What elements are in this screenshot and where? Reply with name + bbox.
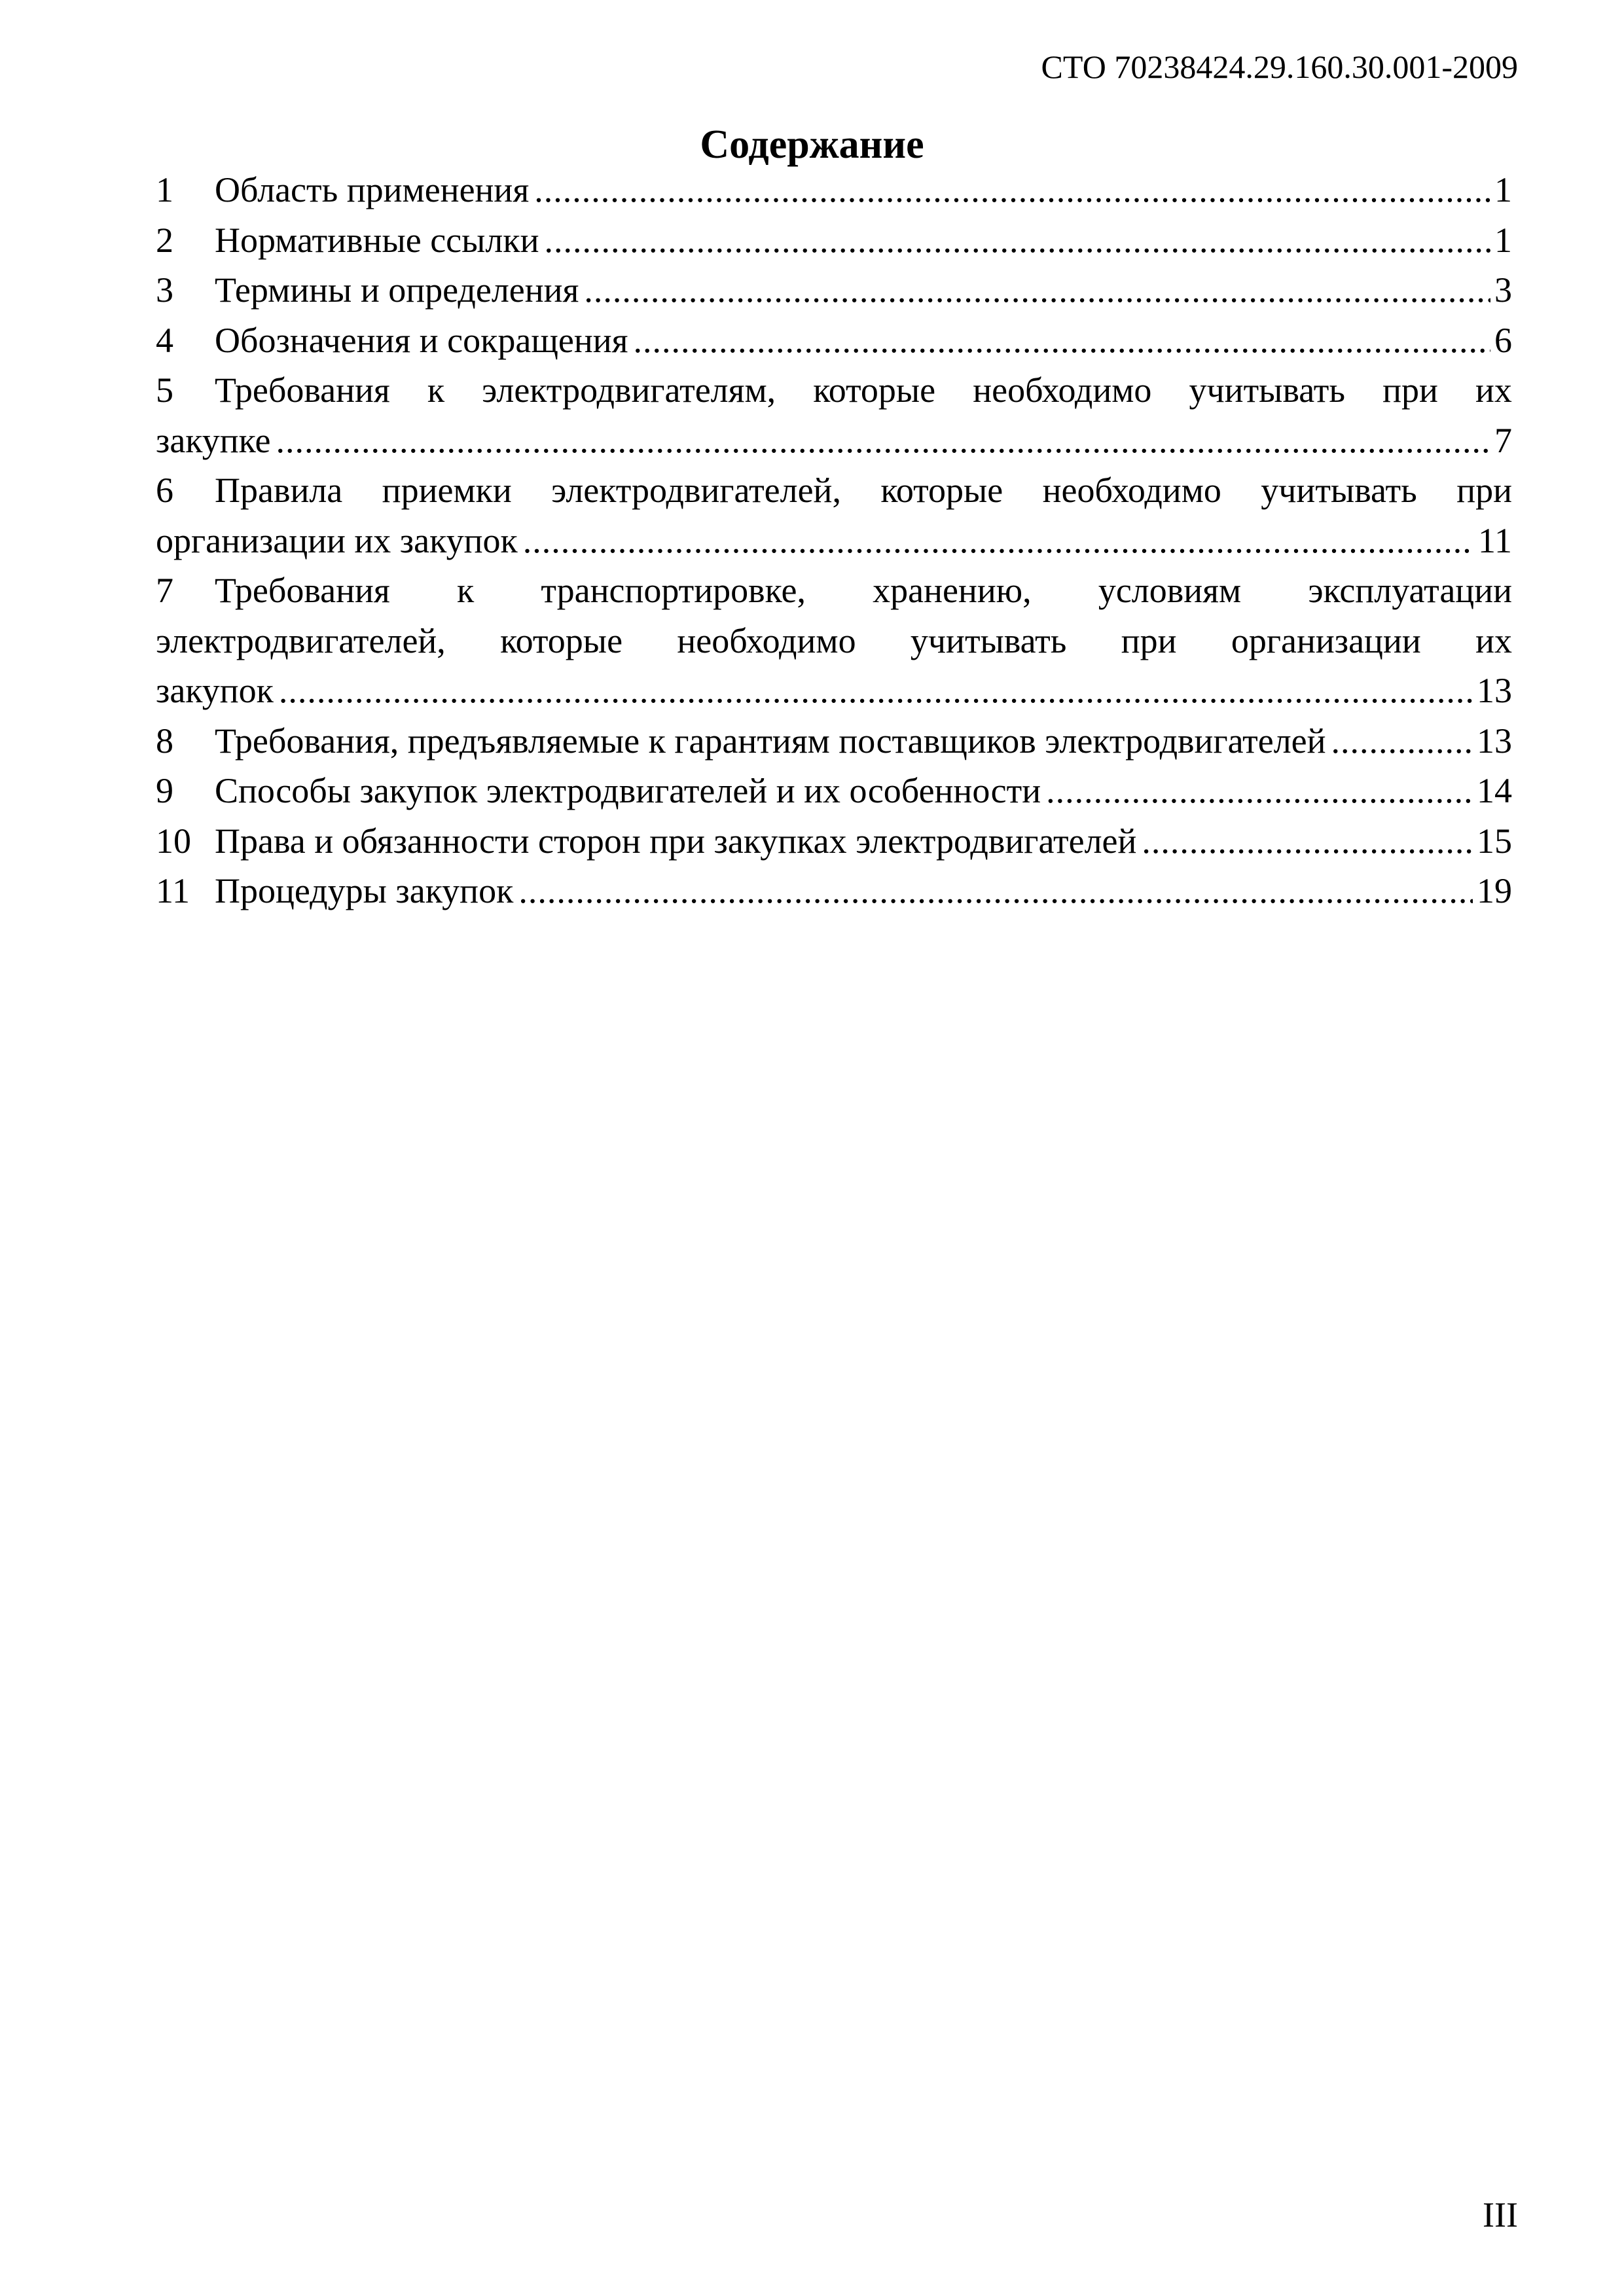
- toc-word: необходимо: [1042, 471, 1221, 510]
- toc-word: Правила: [215, 471, 343, 510]
- toc-leader-dots: [584, 265, 1490, 315]
- toc-leader-dots: [634, 315, 1490, 366]
- toc-leader-dots: [279, 666, 1473, 716]
- toc-leader-dots: [276, 416, 1490, 466]
- toc-entry-title: [215, 565, 1512, 616]
- toc-leader-dots: [518, 866, 1473, 916]
- toc-word: организации: [1231, 620, 1421, 660]
- toc-entry-page: 19: [1477, 871, 1512, 910]
- toc-entry-title: [215, 465, 1512, 516]
- toc-entry-title: [156, 616, 1512, 666]
- toc-entry-number: 11: [156, 871, 190, 910]
- toc-entry-title: закупок: [156, 671, 274, 710]
- toc-leader-dots: [545, 215, 1491, 266]
- document-code: СТО 70238424.29.160.30.001-2009: [1041, 48, 1518, 85]
- toc-entry-number: 5: [156, 370, 173, 410]
- toc-entry-page: 13: [1477, 671, 1512, 710]
- toc-entry-number: 10: [156, 821, 191, 861]
- toc-entry-page: 11: [1478, 520, 1512, 560]
- toc-word: Требования: [215, 571, 390, 610]
- toc-entry-page: 1: [1494, 170, 1512, 209]
- toc-word: транспортировке,: [541, 571, 806, 610]
- toc-entry-page: 7: [1494, 420, 1512, 460]
- toc-word: которые: [813, 370, 936, 410]
- toc-entry-title: [215, 365, 1512, 416]
- toc-word: Требования: [215, 370, 390, 410]
- toc-entry[interactable]: [156, 416, 1512, 466]
- toc-entry[interactable]: [156, 265, 1512, 315]
- toc-word: их: [1475, 370, 1512, 410]
- toc-entry[interactable]: [156, 516, 1512, 566]
- toc-word: электродвигателям,: [482, 370, 776, 410]
- toc-entry[interactable]: [156, 315, 1512, 366]
- toc-leader-dots: [1331, 716, 1473, 766]
- toc-entry-title: организации их закупок: [156, 520, 518, 560]
- toc-entry-page: 3: [1494, 270, 1512, 310]
- toc-word: эксплуатации: [1308, 571, 1512, 610]
- toc-entry-title: закупке: [156, 420, 271, 460]
- toc-entry-title: Требования, предъявляемые к гарантиям поставщиков электродвигателей: [215, 721, 1326, 761]
- toc-leader-dots: [1142, 816, 1473, 867]
- toc-word: при: [1382, 370, 1438, 410]
- toc-word: необходимо: [973, 370, 1152, 410]
- toc-entry-number: 8: [156, 721, 173, 761]
- toc-entry-title: Область применения: [215, 170, 530, 209]
- toc-entry-number: 9: [156, 771, 173, 810]
- toc-entry-page: 6: [1494, 320, 1512, 360]
- toc-title: Содержание: [700, 122, 924, 167]
- toc-entry[interactable]: [156, 165, 1512, 215]
- toc-entry-number: 1: [156, 170, 173, 209]
- toc-entry[interactable]: [156, 866, 1512, 916]
- toc-word: при: [1456, 471, 1512, 510]
- toc-entry-number: 7: [156, 571, 173, 610]
- toc-entry-line: [156, 365, 1512, 416]
- toc-entry-line: [156, 565, 1512, 616]
- toc-word: электродвигателей,: [551, 471, 841, 510]
- toc-entry-number: 4: [156, 320, 173, 360]
- toc-entry-title: Термины и определения: [215, 270, 579, 310]
- toc-entry-line: [156, 616, 1512, 666]
- toc-entry-title: Способы закупок электродвигателей и их особенности: [215, 771, 1041, 810]
- toc-entry-page: 13: [1477, 721, 1512, 761]
- toc-word: электродвигателей,: [156, 620, 446, 660]
- toc-word: учитывать: [1261, 471, 1417, 510]
- toc-entry[interactable]: [156, 666, 1512, 716]
- toc-word: которые: [500, 620, 623, 660]
- toc-entry-page: 14: [1477, 771, 1512, 810]
- toc-entry-number: 6: [156, 471, 173, 510]
- toc-word: при: [1121, 620, 1177, 660]
- toc-entry[interactable]: [156, 816, 1512, 867]
- toc-entry-line: [156, 465, 1512, 516]
- toc-entry-title: Нормативные ссылки: [215, 220, 539, 260]
- toc-entry-title: Процедуры закупок: [215, 871, 514, 910]
- toc-entry[interactable]: [156, 766, 1512, 816]
- toc-word: к: [456, 571, 475, 610]
- page-number: III: [1483, 2195, 1518, 2234]
- toc-entry-number: 2: [156, 220, 173, 260]
- toc-word: учитывать: [910, 620, 1067, 660]
- toc-leader-dots: [534, 165, 1490, 215]
- toc-entry-number: 3: [156, 270, 173, 310]
- toc-entry[interactable]: [156, 215, 1512, 266]
- table-of-contents: [156, 165, 1512, 916]
- toc-word: условиям: [1098, 571, 1242, 610]
- toc-leader-dots: [523, 516, 1474, 566]
- toc-entry-page: 1: [1494, 220, 1512, 260]
- toc-entry[interactable]: [156, 716, 1512, 766]
- toc-word: приемки: [382, 471, 512, 510]
- toc-word: которые: [880, 471, 1003, 510]
- toc-word: учитывать: [1189, 370, 1346, 410]
- toc-entry-title: Обозначения и сокращения: [215, 320, 628, 360]
- toc-word: к: [427, 370, 445, 410]
- toc-word: хранению,: [873, 571, 1032, 610]
- toc-entry-page: 15: [1477, 821, 1512, 861]
- toc-leader-dots: [1046, 766, 1473, 816]
- toc-word: необходимо: [677, 620, 856, 660]
- toc-word: их: [1475, 620, 1512, 660]
- toc-entry-title: Права и обязанности сторон при закупках электродвигателей: [215, 821, 1137, 861]
